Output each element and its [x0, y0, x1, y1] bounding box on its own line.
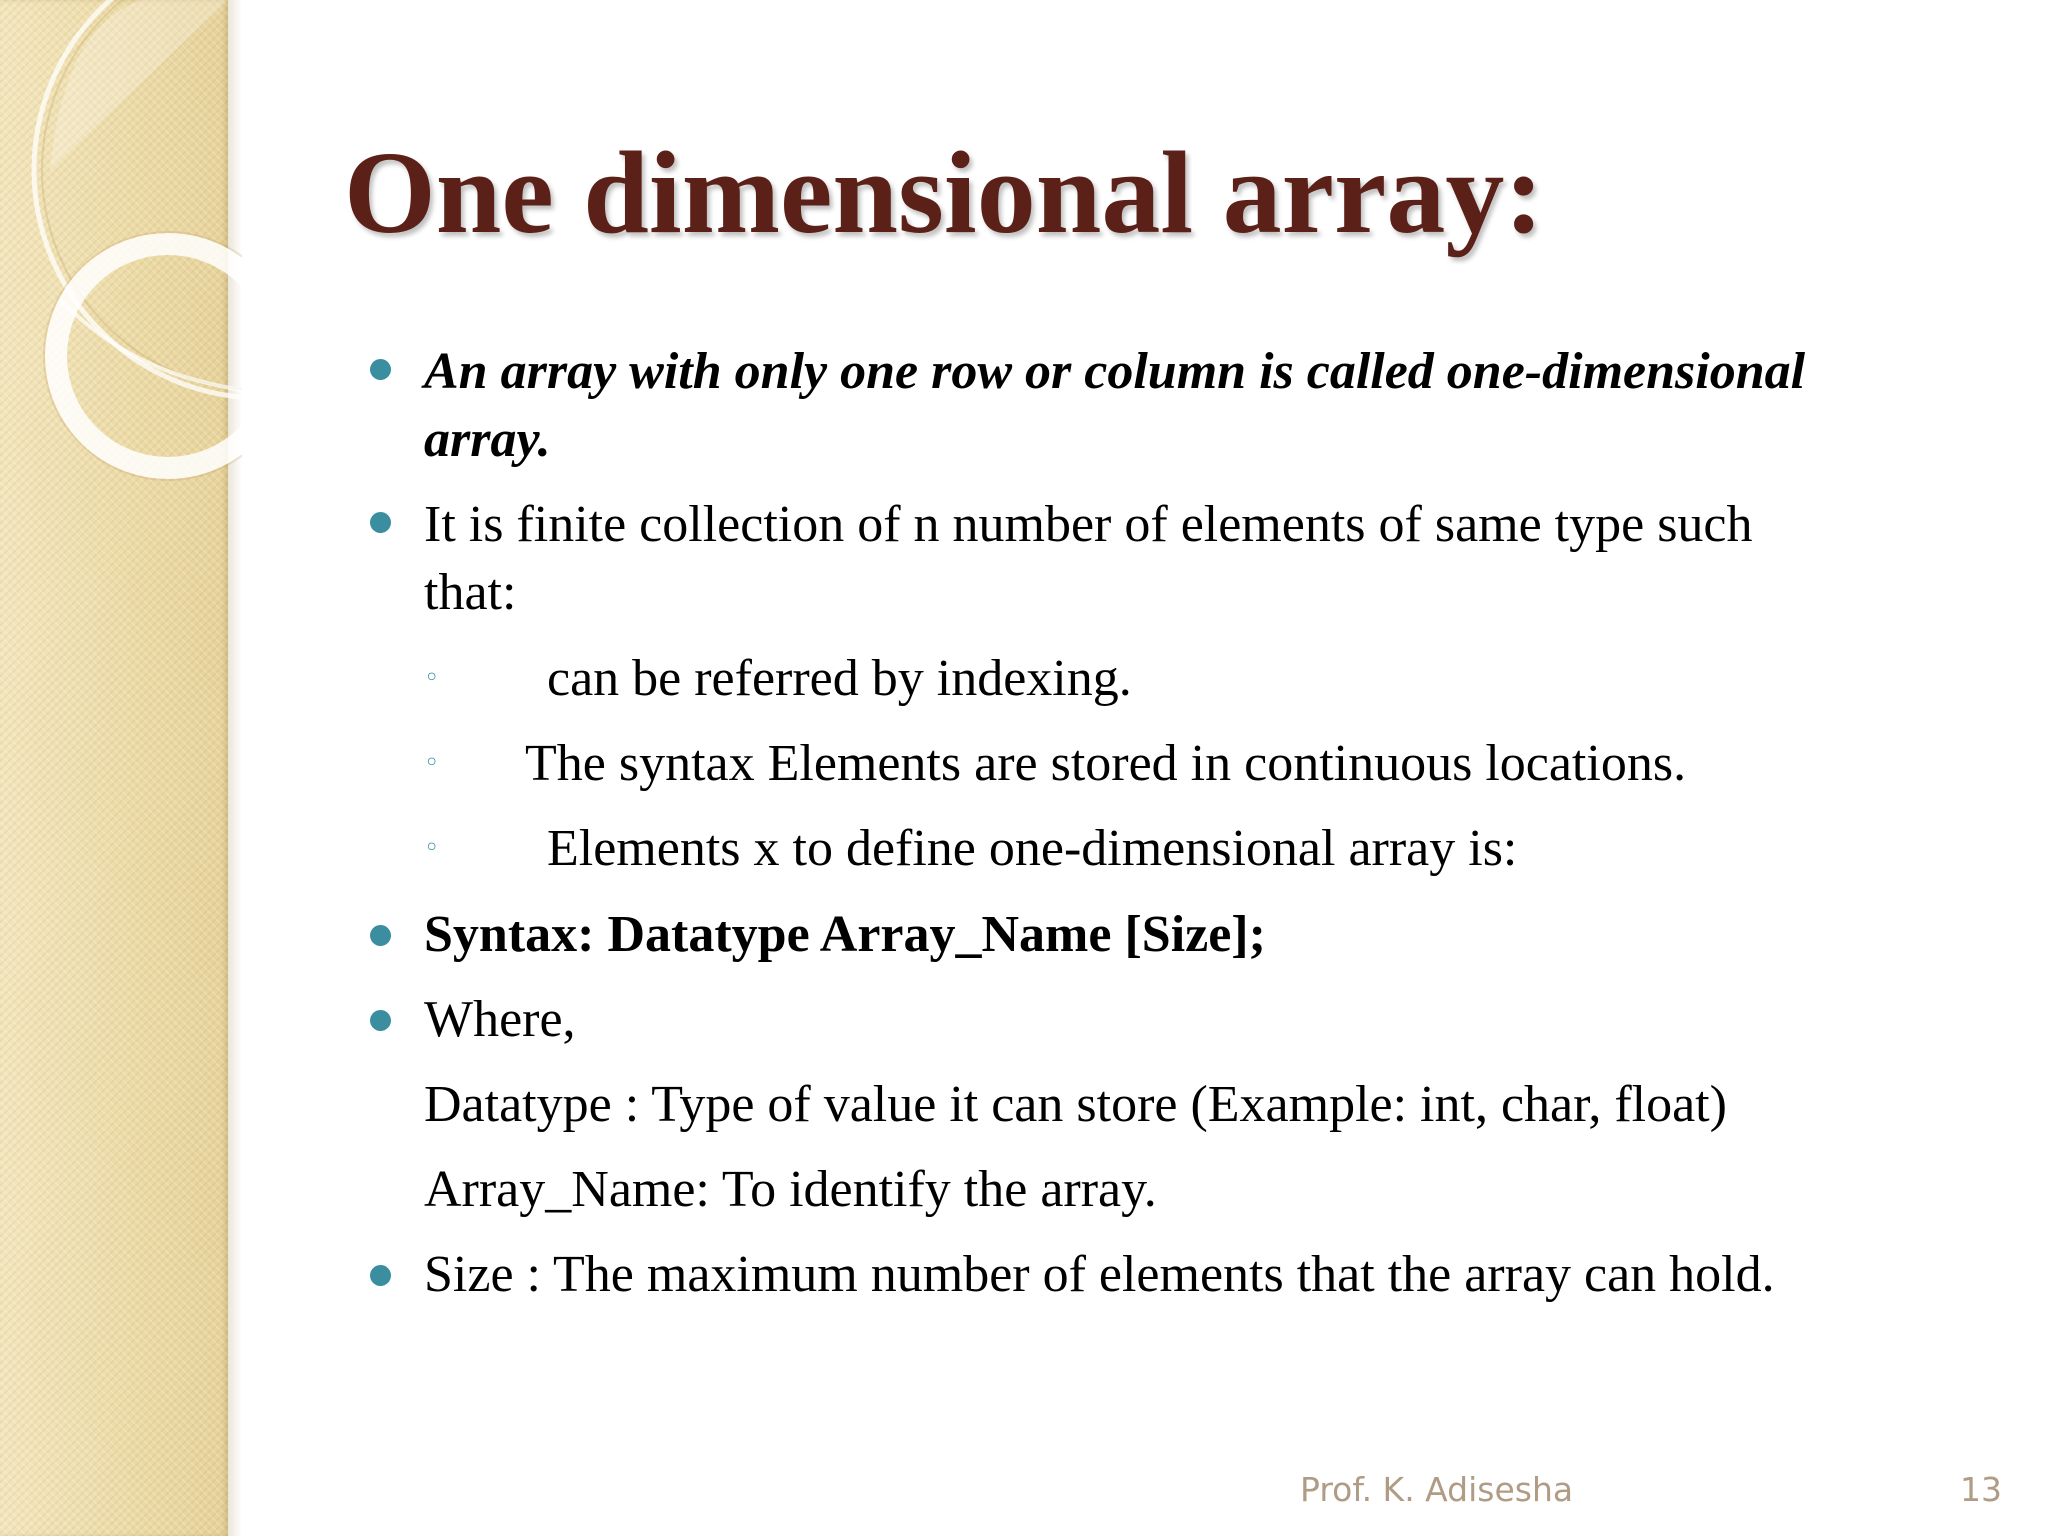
sub-bullet-marker: ◦ — [424, 663, 440, 693]
bullet-finite-collection — [424, 491, 1753, 627]
array-name-description: Array_Name: To identify the array. — [424, 1161, 1157, 1218]
sub-bullet-marker: ◦ — [424, 748, 440, 778]
bullet-where: Where, — [424, 991, 576, 1048]
bullet-size: Size : The maximum number of elements that the array can hold. — [424, 1246, 1775, 1303]
bullet-dot — [370, 925, 391, 946]
sub-bullet-marker: ◦ — [424, 833, 440, 863]
bullet-dot — [370, 359, 391, 380]
slide-title: One dimensional array: — [344, 127, 1544, 258]
bullet-definition-line-1: An array with only one row or column is called one-dimensional — [424, 343, 1806, 400]
bullet-syntax: Syntax: Datatype Array_Name [Size]; — [424, 906, 1266, 963]
sub-bullet-define-array: Elements x to define one-dimensional array is: — [547, 820, 1518, 877]
bullet-definition — [424, 338, 1805, 474]
sub-bullet-indexing: can be referred by indexing. — [547, 650, 1132, 707]
bullet-dot — [370, 512, 391, 533]
decorative-rings-graphic — [0, 0, 242, 520]
datatype-description: Datatype : Type of value it can store (Example: int, char, float) — [424, 1076, 1727, 1133]
bullet-dot — [370, 1265, 391, 1286]
bullet-finite-collection-line-2: that: — [424, 564, 517, 621]
footer-author: Prof. K. Adisesha — [1300, 1470, 1574, 1509]
bullet-dot — [370, 1010, 391, 1031]
footer-page-number: 13 — [1960, 1470, 2002, 1509]
sub-bullet-continuous-locations: The syntax Elements are stored in continuous locations. — [525, 735, 1687, 792]
bullet-finite-collection-line-1: It is finite collection of n number of elements of same type such — [424, 496, 1753, 553]
bullet-definition-line-2: array. — [424, 411, 551, 468]
